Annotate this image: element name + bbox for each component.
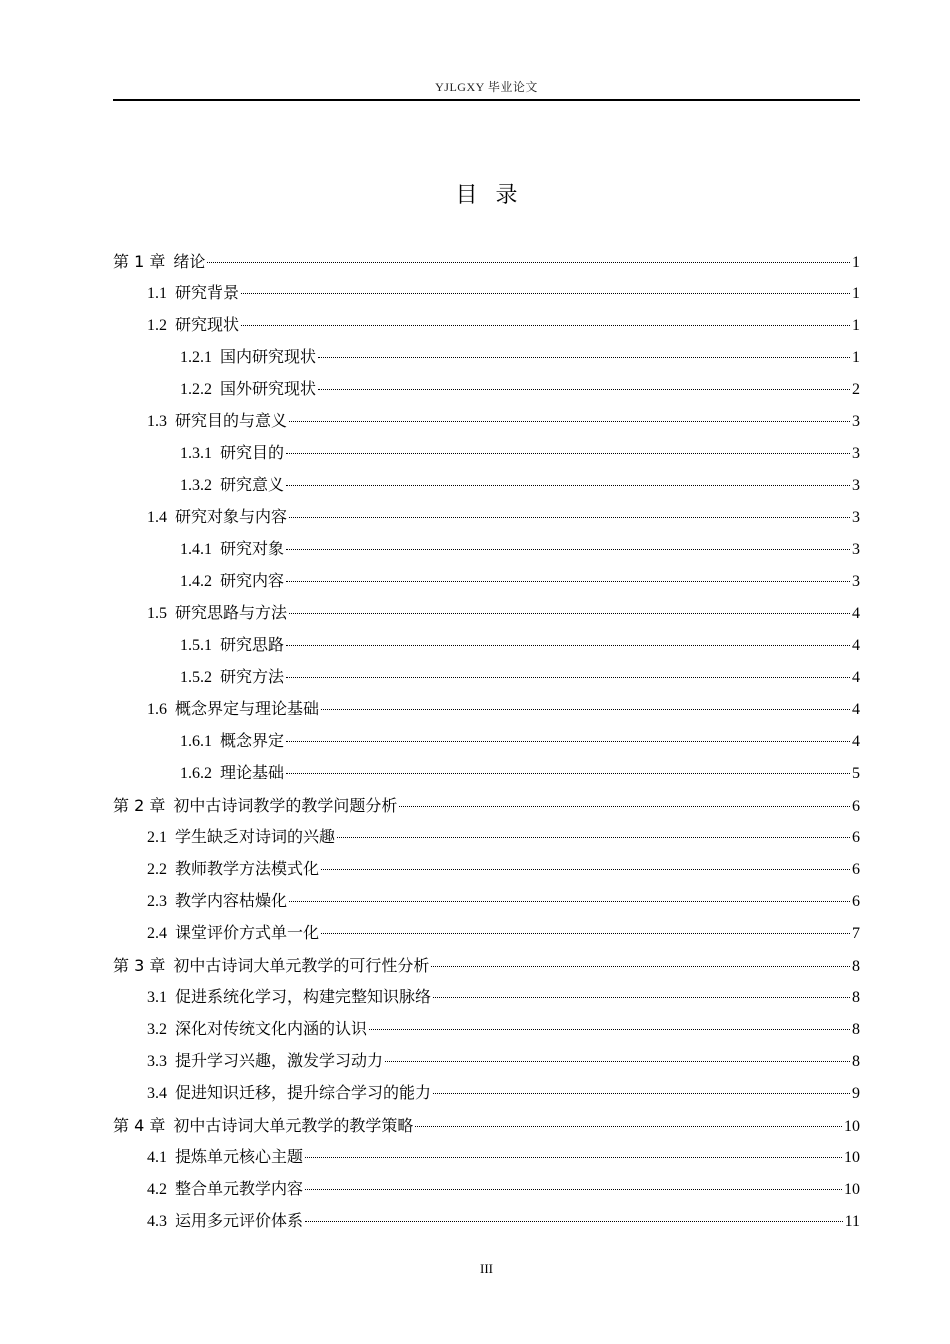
- dot-leader: [318, 357, 850, 358]
- toc-entry-page: 10: [844, 1149, 860, 1166]
- toc-entry[interactable]: [113, 950, 860, 982]
- toc-entry-page: 8: [852, 989, 860, 1006]
- toc-entry[interactable]: [113, 758, 860, 790]
- toc-entry-page: 1: [852, 254, 860, 271]
- toc-entry-page: 3: [852, 445, 860, 462]
- toc-entry[interactable]: [113, 278, 860, 310]
- toc-entry-page: 11: [844, 1213, 860, 1230]
- toc-entry-number: 1.4: [147, 509, 167, 526]
- toc-entry[interactable]: [113, 246, 860, 278]
- page-number: III: [480, 1261, 493, 1276]
- toc-entry[interactable]: [113, 726, 860, 758]
- toc-entry-number: 3.4: [147, 1085, 167, 1102]
- toc-entry-number: 1.4.1: [180, 541, 212, 558]
- toc-entry[interactable]: [113, 630, 860, 662]
- toc-entry-title: 整合单元教学内容: [175, 1181, 304, 1198]
- toc-entry-title: 理论基础: [220, 765, 285, 782]
- toc-entry-title: 初中古诗词教学的教学问题分析: [173, 796, 398, 815]
- toc-entry-title: 研究内容: [220, 573, 285, 590]
- toc-entry[interactable]: [113, 406, 860, 438]
- toc-entry-number: 1.1: [147, 285, 167, 302]
- toc-entry[interactable]: [113, 502, 860, 534]
- toc-entry-title: 研究思路与方法: [175, 605, 288, 622]
- dot-leader: [241, 293, 850, 294]
- toc-entry-page: 8: [852, 1053, 860, 1070]
- dot-leader: [305, 1189, 842, 1190]
- toc-entry-number: 1.2: [147, 317, 167, 334]
- toc-entry[interactable]: [113, 790, 860, 822]
- toc-entry-title: 绪论: [173, 252, 206, 271]
- toc-entry-number: 1.3: [147, 413, 167, 430]
- toc-entry-number: 1.6.2: [180, 765, 212, 782]
- toc-entry-page: 8: [852, 958, 860, 975]
- toc-entry-title: 运用多元评价体系: [175, 1213, 304, 1230]
- header-rule: [113, 99, 860, 101]
- toc-entry-title: 概念界定: [220, 733, 285, 750]
- toc-entry[interactable]: [113, 918, 860, 950]
- toc-entry-page: 4: [852, 637, 860, 654]
- toc-entry-number: 4.3: [147, 1213, 167, 1230]
- dot-leader: [286, 677, 850, 678]
- toc-entry[interactable]: [113, 534, 860, 566]
- toc-entry[interactable]: [113, 886, 860, 918]
- toc-entry-number: 1.4.2: [180, 573, 212, 590]
- dot-leader: [289, 517, 850, 518]
- toc-entry-title: 概念界定与理论基础: [175, 701, 320, 718]
- running-header: YJLGXY 毕业论文: [435, 80, 538, 94]
- toc-entry-title: 促进系统化学习，构建完整知识脉络: [175, 989, 432, 1006]
- dot-leader: [433, 997, 850, 998]
- toc-entry-title: 研究现状: [175, 317, 240, 334]
- toc-entry-title: 深化对传统文化内涵的认识: [175, 1021, 368, 1038]
- toc-entry-number: 4.1: [147, 1149, 167, 1166]
- toc-entry-number: 3.3: [147, 1053, 167, 1070]
- toc-entry-page: 6: [852, 861, 860, 878]
- toc-entry-number: 4.2: [147, 1181, 167, 1198]
- toc-entry-page: 3: [852, 477, 860, 494]
- toc-entry-title: 课堂评价方式单一化: [175, 925, 320, 942]
- toc-entry-page: 6: [852, 798, 860, 815]
- toc-entry-title: 提升学习兴趣，激发学习动力: [175, 1053, 384, 1070]
- dot-leader: [318, 389, 850, 390]
- toc-entry-number: 1.2.1: [180, 349, 212, 366]
- toc-entry[interactable]: [113, 1110, 860, 1142]
- toc-entry-title: 教师教学方法模式化: [175, 861, 320, 878]
- toc-entry-number: 1.5: [147, 605, 167, 622]
- toc-entry-page: 3: [852, 413, 860, 430]
- toc-list: [113, 246, 860, 1238]
- toc-entry-title: 初中古诗词大单元教学的可行性分析: [173, 956, 430, 975]
- toc-entry-page: 3: [852, 573, 860, 590]
- toc-entry-title: 研究目的与意义: [175, 413, 288, 430]
- dot-leader: [289, 421, 850, 422]
- toc-entry-number: 1.6: [147, 701, 167, 718]
- toc-entry-page: 3: [852, 509, 860, 526]
- toc-entry-number: 第 1 章: [113, 252, 166, 271]
- toc-entry-number: 2.1: [147, 829, 167, 846]
- toc-entry-number: 第 2 章: [113, 796, 166, 815]
- toc-entry-number: 第 3 章: [113, 956, 166, 975]
- toc-entry[interactable]: [113, 1014, 860, 1046]
- toc-entry-page: 9: [852, 1085, 860, 1102]
- toc-entry[interactable]: [113, 1142, 860, 1174]
- toc-entry[interactable]: [113, 566, 860, 598]
- dot-leader: [241, 325, 850, 326]
- toc-entry-title: 教学内容枯燥化: [175, 893, 288, 910]
- toc-entry-page: 2: [852, 381, 860, 398]
- dot-leader: [321, 933, 850, 934]
- toc-entry-number: 1.2.2: [180, 381, 212, 398]
- toc-title: 目录: [455, 183, 536, 208]
- toc-entry-page: 4: [852, 605, 860, 622]
- toc-entry-title: 提炼单元核心主题: [175, 1149, 304, 1166]
- toc-entry-number: 3.2: [147, 1021, 167, 1038]
- dot-leader: [289, 613, 850, 614]
- toc-entry[interactable]: [113, 662, 860, 694]
- dot-leader: [286, 549, 850, 550]
- toc-entry-title: 国外研究现状: [220, 381, 317, 398]
- toc-entry-number: 1.5.1: [180, 637, 212, 654]
- dot-leader: [286, 485, 850, 486]
- toc-entry[interactable]: [113, 310, 860, 342]
- toc-entry-title: 学生缺乏对诗词的兴趣: [175, 829, 336, 846]
- dot-leader: [369, 1029, 850, 1030]
- toc-entry-number: 1.3.1: [180, 445, 212, 462]
- toc-entry[interactable]: [113, 1174, 860, 1206]
- dot-leader: [207, 262, 850, 263]
- toc-entry[interactable]: [113, 1078, 860, 1110]
- toc-entry-title: 初中古诗词大单元教学的教学策略: [173, 1116, 414, 1135]
- dot-leader: [385, 1061, 850, 1062]
- dot-leader: [286, 581, 850, 582]
- dot-leader: [337, 837, 850, 838]
- toc-entry[interactable]: [113, 374, 860, 406]
- dot-leader: [289, 901, 850, 902]
- toc-entry-page: 5: [852, 765, 860, 782]
- toc-entry-title: 国内研究现状: [220, 349, 317, 366]
- toc-entry-number: 2.3: [147, 893, 167, 910]
- dot-leader: [431, 966, 850, 967]
- toc-entry-page: 10: [844, 1181, 860, 1198]
- dot-leader: [286, 773, 850, 774]
- toc-entry-title: 研究方法: [220, 669, 285, 686]
- toc-entry-number: 2.4: [147, 925, 167, 942]
- toc-entry[interactable]: [113, 1206, 860, 1238]
- toc-entry-page: 1: [852, 285, 860, 302]
- toc-entry-page: 10: [844, 1118, 860, 1135]
- toc-entry[interactable]: [113, 598, 860, 630]
- toc-entry-number: 1.5.2: [180, 669, 212, 686]
- toc-entry-number: 1.3.2: [180, 477, 212, 494]
- toc-entry[interactable]: [113, 982, 860, 1014]
- toc-entry-title: 研究目的: [220, 445, 285, 462]
- toc-entry[interactable]: [113, 822, 860, 854]
- toc-entry[interactable]: [113, 470, 860, 502]
- toc-entry-title: 研究思路: [220, 637, 285, 654]
- toc-entry-number: 1.6.1: [180, 733, 212, 750]
- dot-leader: [433, 1093, 850, 1094]
- toc-entry-title: 促进知识迁移，提升综合学习的能力: [175, 1085, 432, 1102]
- dot-leader: [286, 453, 850, 454]
- toc-entry-number: 2.2: [147, 861, 167, 878]
- dot-leader: [305, 1157, 842, 1158]
- toc-entry-page: 3: [852, 541, 860, 558]
- dot-leader: [321, 709, 850, 710]
- toc-entry-page: 4: [852, 669, 860, 686]
- toc-entry-title: 研究对象: [220, 541, 285, 558]
- toc-entry-page: 8: [852, 1021, 860, 1038]
- toc-entry[interactable]: [113, 438, 860, 470]
- dot-leader: [415, 1126, 842, 1127]
- toc-entry-number: 3.1: [147, 989, 167, 1006]
- toc-entry-page: 6: [852, 893, 860, 910]
- dot-leader: [286, 645, 850, 646]
- toc-entry[interactable]: [113, 854, 860, 886]
- toc-entry-page: 1: [852, 317, 860, 334]
- toc-entry-page: 7: [852, 925, 860, 942]
- toc-entry[interactable]: [113, 694, 860, 726]
- toc-entry-page: 1: [852, 349, 860, 366]
- dot-leader: [321, 869, 850, 870]
- dot-leader: [305, 1221, 843, 1222]
- toc-entry-title: 研究背景: [175, 285, 240, 302]
- dot-leader: [399, 806, 850, 807]
- toc-entry[interactable]: [113, 342, 860, 374]
- toc-entry-page: 4: [852, 701, 860, 718]
- toc-entry-title: 研究对象与内容: [175, 509, 288, 526]
- toc-entry[interactable]: [113, 1046, 860, 1078]
- toc-entry-number: 第 4 章: [113, 1116, 166, 1135]
- toc-entry-title: 研究意义: [220, 477, 285, 494]
- toc-entry-page: 4: [852, 733, 860, 750]
- dot-leader: [286, 741, 850, 742]
- toc-entry-page: 6: [852, 829, 860, 846]
